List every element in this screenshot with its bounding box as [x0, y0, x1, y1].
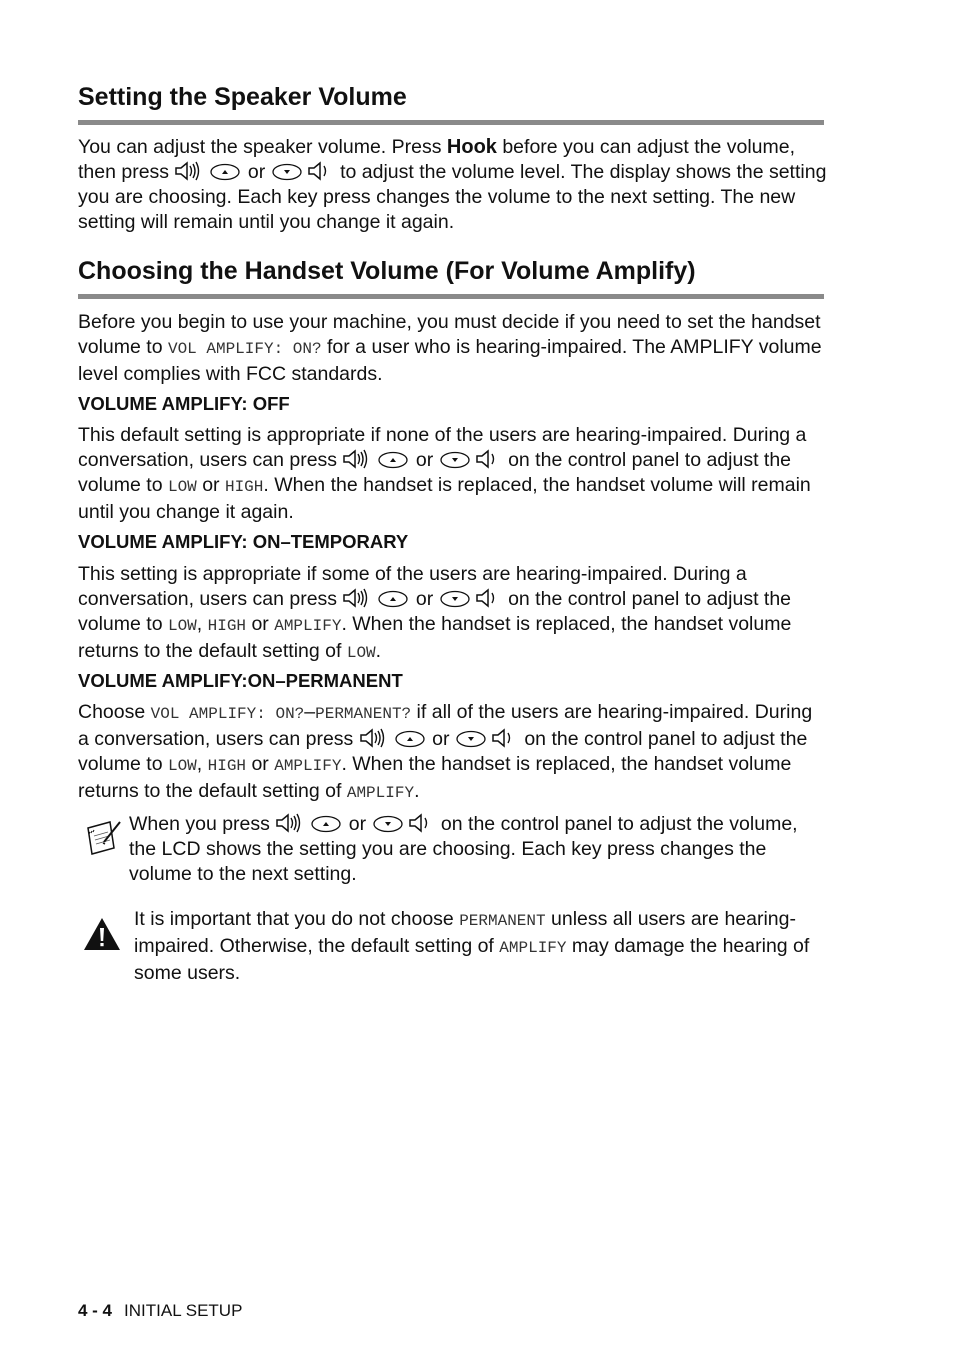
heading-handset-volume: Choosing the Handset Volume (For Volume Amplify)	[78, 256, 824, 299]
warning-box	[78, 907, 828, 986]
lcd-text: PERMANENT?	[315, 705, 412, 723]
volume-down-key-icon	[439, 587, 503, 609]
page-footer	[78, 1301, 242, 1321]
note-pad-icon	[82, 818, 122, 858]
lcd-text: HIGH	[224, 478, 264, 496]
warning-triangle-icon	[83, 917, 121, 951]
lcd-text: LOW	[346, 644, 376, 662]
lcd-text: HIGH	[207, 757, 247, 775]
volume-up-key-icon	[359, 727, 427, 749]
lcd-text: AMPLIFY	[274, 617, 342, 635]
volume-down-key-icon	[455, 727, 519, 749]
amplify-temporary-paragraph: This setting is appropriate if some of the users are hearing-impaired. During a conversation, users can press or on the control panel to adjust the volume to LOW, HIGH or AMPLIFY. When the handset is replaced, the handset volume returns to the default setting of LOW.	[78, 563, 792, 662]
volume-up-key-icon	[342, 448, 410, 470]
volume-up-key-icon	[275, 812, 343, 834]
volume-down-key-icon	[271, 160, 335, 182]
heading-speaker-volume: Setting the Speaker Volume	[78, 82, 824, 125]
subheading-amplify-off: VOLUME AMPLIFY: OFF	[78, 393, 290, 414]
lcd-text: VOL AMPLIFY: ON?	[167, 340, 322, 358]
hook-key-label: Hook	[446, 136, 497, 158]
lcd-text: LOW	[167, 478, 197, 496]
warning-text: It is important that you do not choose PERMANENT unless all users are hearing-impaired. Otherwise, the default setting of AMPLIFY may damage the hearing of some users.	[134, 908, 810, 984]
amplify-permanent-paragraph: Choose VOL AMPLIFY: ON?–PERMANENT? if all of the users are hearing-impaired. During a conversation, users can press or on the control panel to adjust the volume to LOW, HIGH or AMPLIFY. When the handset is replaced, the handset volume returns to the default setting of AMPLIFY.	[78, 701, 813, 802]
subheading-amplify-permanent: VOLUME AMPLIFY:ON–PERMANENT	[78, 670, 403, 691]
subheading-amplify-temporary: VOLUME AMPLIFY: ON–TEMPORARY	[78, 531, 409, 552]
volume-down-key-icon	[372, 812, 436, 834]
lcd-text: PERMANENT	[459, 912, 546, 930]
note-text: When you press or on the control panel to adjust the volume, the LCD shows the setting you are choosing. Each key press changes the volume to the next setting.	[129, 813, 798, 885]
chapter-name: INITIAL SETUP	[124, 1301, 243, 1320]
volume-up-key-icon	[342, 587, 410, 609]
volume-up-key-icon	[174, 160, 242, 182]
lcd-text: AMPLIFY	[274, 757, 342, 775]
lcd-text: LOW	[167, 617, 197, 635]
lcd-text: AMPLIFY	[499, 939, 567, 957]
lcd-text: HIGH	[207, 617, 247, 635]
lcd-text: VOL AMPLIFY: ON?	[150, 705, 305, 723]
lcd-text: LOW	[167, 757, 197, 775]
volume-down-key-icon	[439, 448, 503, 470]
lcd-text: AMPLIFY	[346, 784, 415, 802]
page-number: 4 - 4	[78, 1301, 113, 1320]
speaker-volume-paragraph: You can adjust the speaker volume. Press Hook before you can adjust the volume, then press or to adjust the volume level. The display shows the setting you are choosing. Each key press changes the volume to the next setting. The new setting will remain until you change it again.	[78, 136, 827, 233]
handset-volume-intro: Before you begin to use your machine, you must decide if you need to set the handset volume to VOL AMPLIFY: ON? for a user who is hearing-impaired. The AMPLIFY volume level complies with FCC standards.	[78, 311, 822, 385]
amplify-off-paragraph: This default setting is appropriate if none of the users are hearing-impaired. During a conversation, users can press or on the control panel to adjust the volume to LOW or HIGH. When the handset is replaced, the handset volume will remain until you change it again.	[78, 424, 811, 523]
note-box	[78, 812, 828, 887]
